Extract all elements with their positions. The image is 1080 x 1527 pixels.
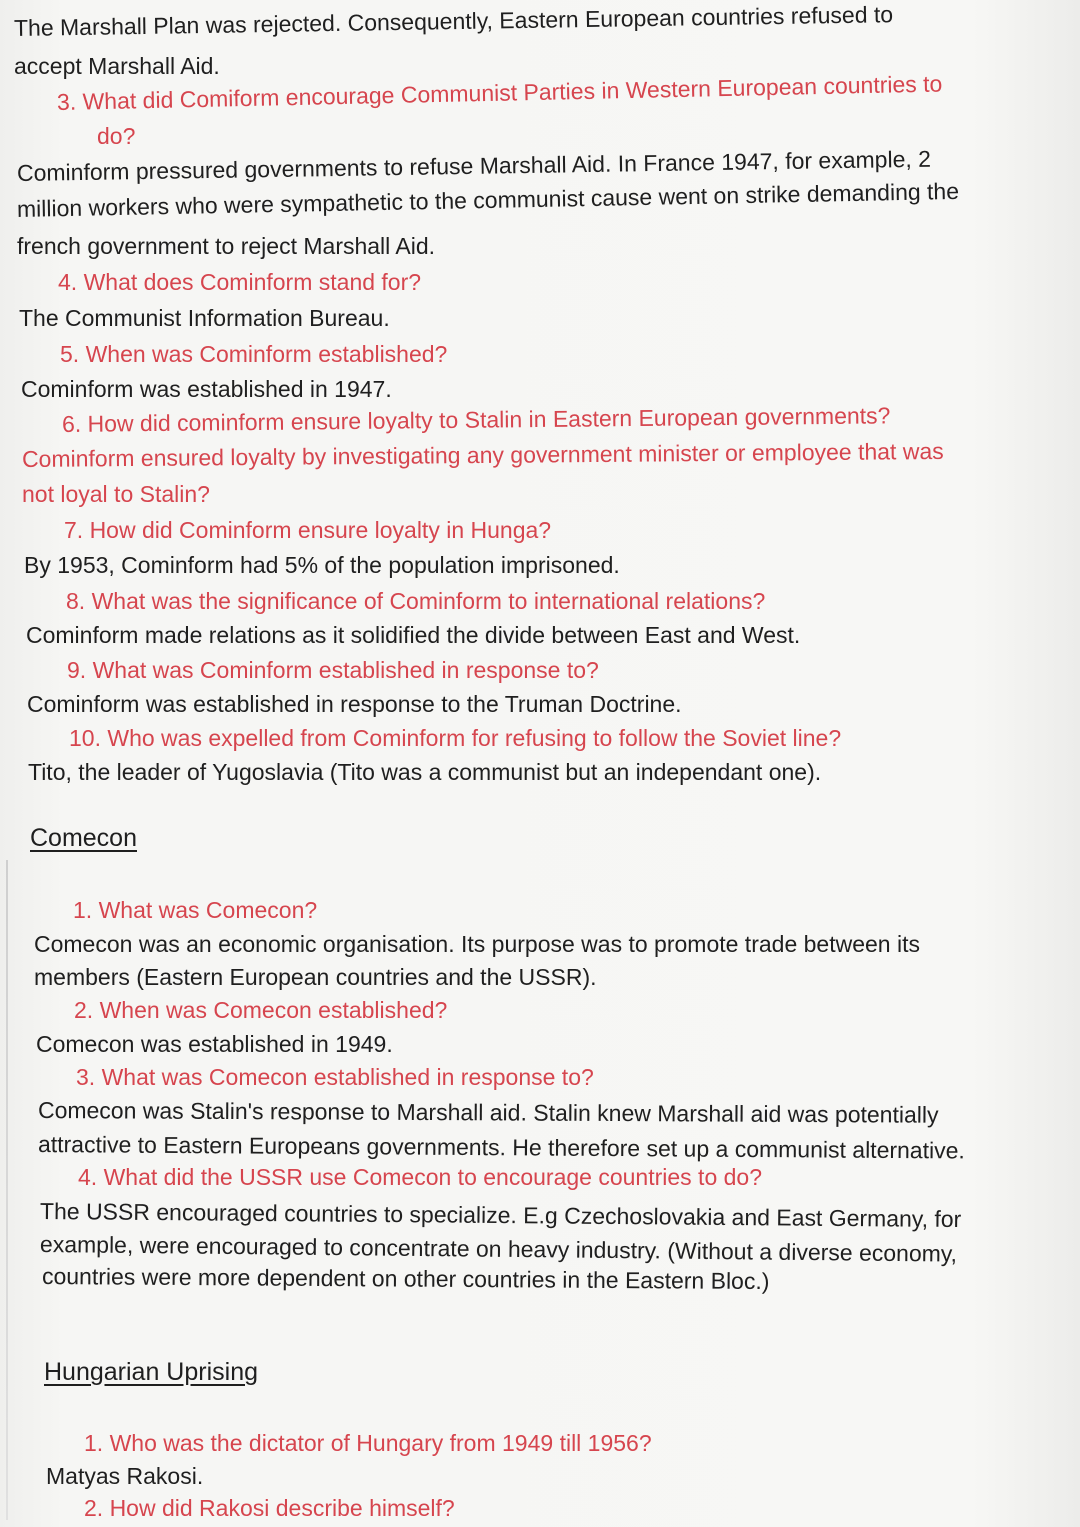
answer-line: Comecon was an economic organisation. Its purpose was to promote trade between its [34, 931, 920, 957]
question-line: 4. What does Cominform stand for? [58, 269, 422, 295]
answer-line: Cominform was established in response to the Truman Doctrine. [27, 691, 682, 717]
question-line: 6. How did cominform ensure loyalty to Stalin in Eastern European governments? [61, 402, 891, 437]
question-line: 2. When was Comecon established? [74, 997, 448, 1023]
answer-line: million workers who were sympathetic to the communist cause went on strike demanding the [16, 177, 960, 222]
question-line: 9. What was Cominform established in response to? [67, 657, 599, 683]
answer-line: The USSR encouraged countries to specialize. E.g Czechoslovakia and East Germany, for [39, 1198, 962, 1233]
section-heading-hungarian-uprising: Hungarian Uprising [44, 1358, 259, 1386]
question-line: 8. What was the significance of Cominform to international relations? [66, 588, 766, 614]
question-line: not loyal to Stalin? [22, 481, 210, 507]
question-line: 1. Who was the dictator of Hungary from 1949 till 1956? [84, 1430, 652, 1456]
question-line: 10. Who was expelled from Cominform for refusing to follow the Soviet line? [69, 725, 842, 751]
question-line: 3. What was Comecon established in response to? [76, 1064, 594, 1090]
answer-line: Cominform made relations as it solidified the divide between East and West. [26, 622, 801, 648]
answer-line: attractive to Eastern Europeans governments. He therefore set up a communist alternative. [37, 1131, 965, 1164]
answer-line: accept Marshall Aid. [14, 53, 220, 79]
question-line: 4. What did the USSR use Comecon to encourage countries to do? [78, 1164, 763, 1190]
answer-line: Comecon was Stalin's response to Marshall aid. Stalin knew Marshall aid was potentially [37, 1097, 939, 1128]
section-heading-comecon: Comecon [30, 824, 137, 852]
question-line: Cominform ensured loyalty by investigating any government minister or employee that was [21, 437, 944, 472]
question-line: 7. How did Cominform ensure loyalty in Hunga? [64, 517, 552, 543]
answer-line: The Marshall Plan was rejected. Consequently, Eastern European countries refused to [13, 1, 894, 41]
answer-line: Comecon was established in 1949. [36, 1031, 393, 1057]
answer-line: french government to reject Marshall Aid. [17, 233, 436, 259]
answer-line: countries were more dependent on other countries in the Eastern Bloc.) [41, 1263, 770, 1295]
answer-line: example, were encouraged to concentrate on heavy industry. (Without a diverse economy, [39, 1231, 958, 1267]
answer-line: members (Eastern European countries and the USSR). [34, 964, 597, 990]
question-line: 1. What was Comecon? [73, 897, 318, 923]
question-line: 5. When was Cominform established? [60, 341, 448, 367]
answer-line: Tito, the leader of Yugoslavia (Tito was a communist but an independant one). [28, 759, 822, 785]
answer-line: Cominform pressured governments to refuse Marshall Aid. In France 1947, for example, 2 [16, 145, 932, 186]
answer-line: Matyas Rakosi. [46, 1463, 204, 1489]
answer-line: Cominform was established in 1947. [21, 376, 392, 402]
question-line: 3. What did Comiform encourage Communist Parties in Western European countries to [56, 70, 943, 115]
scan-edge [6, 860, 8, 1520]
question-line: do? [97, 123, 136, 149]
answer-line: The Communist Information Bureau. [19, 305, 390, 331]
answer-line: By 1953, Cominform had 5% of the population imprisoned. [24, 552, 620, 578]
question-line: 2. How did Rakosi describe himself? [84, 1495, 455, 1521]
